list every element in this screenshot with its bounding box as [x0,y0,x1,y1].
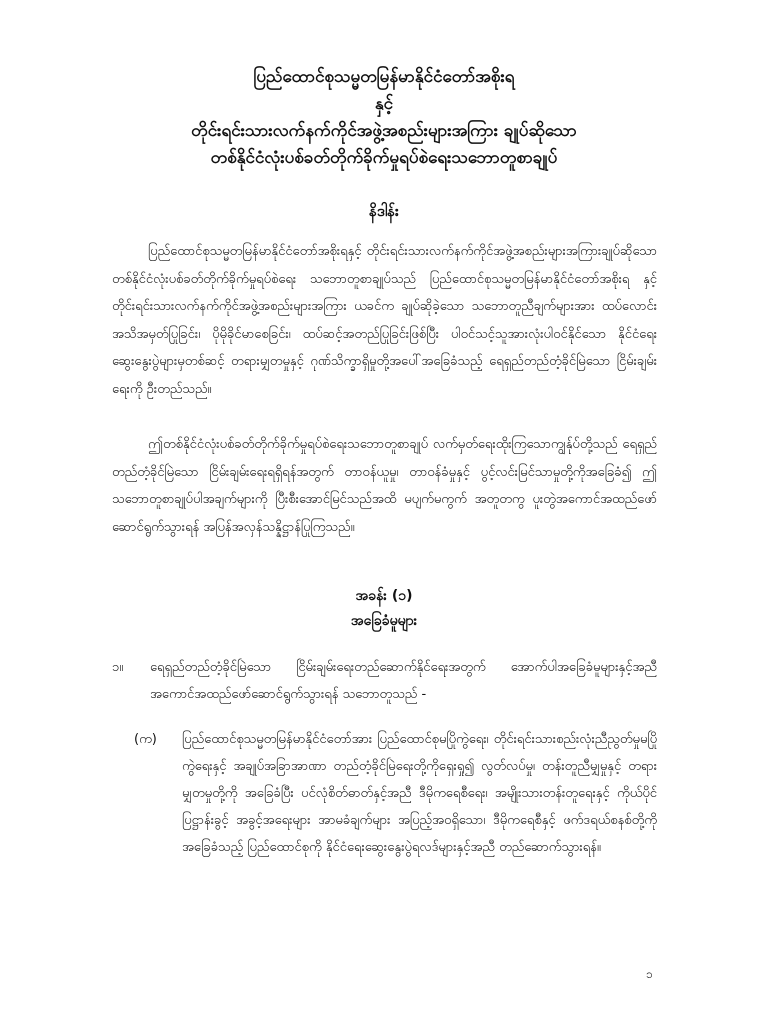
preamble-heading: နိဒါန်း [369,202,399,220]
chapter-title: အခြေခံမူများ [350,613,418,629]
document-title [100,64,668,172]
title-line-1: ပြည်ထောင်စုသမ္မတမြန်မာနိုင်ငံတော်အစိုးရ [253,67,515,87]
title-line-3: တိုင်းရင်းသားလက်နက်ကိုင်အဖွဲ့အစည်းများအကြား ချုပ်ဆိုသော [191,121,577,141]
title-line-4: တစ်နိုင်ငံလုံးပစ်ခတ်တိုက်ခိုက်မှုရပ်စဲရေးသဘောတူစာချုပ် [210,148,558,168]
subclause-number: (က) [134,732,157,747]
preamble-paragraph-2: ဤတစ်နိုင်ငံလုံးပစ်ခတ်တိုက်ခိုက်မှုရပ်စဲရေးသဘောတူစာချုပ် လက်မှတ်ရေးထိုးကြသောကျွန်ုပ်တို့သည် ရေရှည်တည်တံ့ခိုင်မြဲသော ငြိမ်းချမ်းရေးရရှိရန်အတွက် တာဝန်ယူမှု၊ တာဝန်ခံမှုနှင့် ပွင့်လင်းမြင်သာမှုတို့ကိုအခြေခံ၍ ဤသဘောတူစာချုပ်ပါအချက်များကို ပြီးစီးအောင်မြင်သည်အထိ မပျက်မကွက် အတူတကွ ပူးတွဲအကောင်အထည်ဖော်ဆောင်ရွက်သွားရန် အပြန်အလှန်သန္နိဋ္ဌာန်ပြုကြသည်။ [112,437,657,535]
chapter-number: အခန်း (၁) [355,588,413,604]
subclause-ka [134,726,657,861]
clause-number: ၁။ [112,660,124,675]
clause-1 [112,654,657,708]
title-line-2: နှင့် [374,94,394,114]
clause-text: ရေရှည်တည်တံ့ခိုင်မြဲသော ငြိမ်းချမ်းရေးတည်ဆောက်နိုင်ရေးအတွက် အောက်ပါအခြေခံမူများနှင့်အညီ အကောင်အထည်ဖော်ဆောင်ရွက်သွားရန် သဘောတူသည် - [150,660,657,702]
subclause-text: ပြည်ထောင်စုသမ္မတမြန်မာနိုင်ငံတော်အား ပြည်ထောင်စုမပြိုကွဲရေး၊ တိုင်းရင်းသားစည်းလုံးညီညွတ်မှုမပြိုကွဲရေးနှင့် အချုပ်အခြာအာဏာ တည်တံ့ခိုင်မြဲရေးတို့ကိုရှေးရှု၍ လွတ်လပ်မှု၊ တန်းတူညီမျှမှုနှင့် တရားမျှတမှုတို့ကို အခြေခံပြီး ပင်လုံစိတ်ဓာတ်နှင့်အညီ ဒီမိုကရေစီရေး၊ အမျိုးသားတန်းတူရေးနှင့် ကိုယ်ပိုင်ပြဋ္ဌာန်းခွင့် အခွင့်အရေးများ အာမခံချက်များ အပြည့်အဝရှိသော၊ ဒီမိုကရေစီနှင့် ဖက်ဒရယ်စနစ်တို့ကိုအခြေခံသည့် ပြည်ထောင်စုကို နိုင်ငံရေးဆွေးနွေးပွဲရလဒ်များနှင့်အညီ တည်ဆောက်သွားရန်။ [182,732,657,855]
page-number: ၁ [646,967,653,981]
preamble-paragraph-1: ပြည်ထောင်စုသမ္မတမြန်မာနိုင်ငံတော်အစိုးရနှင့် တိုင်းရင်းသားလက်နက်ကိုင်အဖွဲ့အစည်းများအကြားချုပ်ဆိုသော တစ်နိုင်ငံလုံးပစ်ခတ်တိုက်ခိုက်မှုရပ်စဲရေး သဘောတူစာချုပ်သည် ပြည်ထောင်စုသမ္မတမြန်မာနိုင်ငံတော်အစိုးရ နှင့် တိုင်းရင်းသားလက်နက်ကိုင်အဖွဲ့အစည်းများအကြား ယခင်က ချုပ်ဆိုခဲ့သော သဘောတူညီချက်များအား ထပ်လောင်းအသိအမှတ်ပြုခြင်း၊ ပိုမိုခိုင်မာစေခြင်း၊ ထပ်ဆင့်အတည်ပြုခြင်းဖြစ်ပြီး ပါဝင်သင့်သူအားလုံးပါဝင်နိုင်သော နိုင်ငံရေးဆွေးနွေးပွဲများမှတစ်ဆင့် တရားမျှတမှုနှင့် ဂုဏ်သိက္ခာရှိမှုတို့အပေါ်အခြေခံသည့် ရေရှည်တည်တံ့ခိုင်မြဲသော ငြိမ်းချမ်းရေးကို ဦးတည်သည်။ [112,244,657,397]
